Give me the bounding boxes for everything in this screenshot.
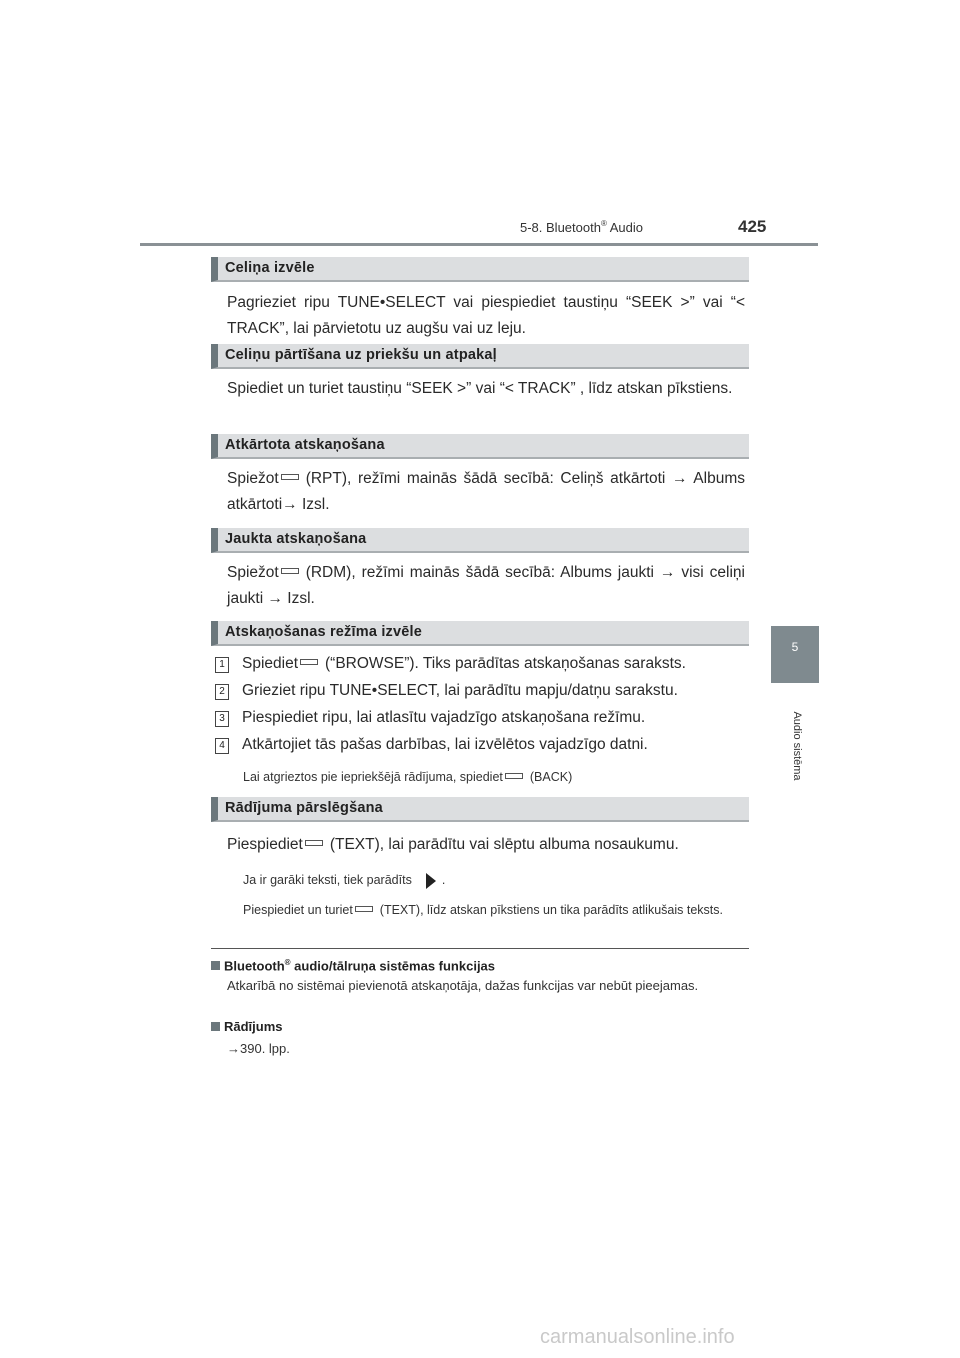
paragraph-track-select: Pagrieziet ripu TUNE•SELECT vai piespiediet taustiņu “SEEK >” vai “< TRACK”, lai pārvietotu uz augšu vai uz leju. <box>227 294 745 337</box>
square-bullet-icon <box>211 961 220 970</box>
step-text: Grieziet ripu TUNE•SELECT, lai parādītu mapju/datņu sarakstu. <box>242 682 678 699</box>
step-number: 3 <box>215 711 229 727</box>
page-number: 425 <box>738 217 767 236</box>
chapter-tab <box>771 626 819 683</box>
step-text: Spiediet (“BROWSE”). Tiks parādītas atskaņošanas saraksts. <box>242 655 686 672</box>
button-icon <box>355 906 373 912</box>
footnote-text-bluetooth: Atkarībā no sistēmai pievienotā atskaņotāja, dažas funkcijas var nebūt pieejamas. <box>227 978 699 993</box>
step-text: Atkārtojiet tās pašas darbības, lai izvēlētos vajadzīgo datni. <box>242 736 648 753</box>
button-icon <box>505 773 523 779</box>
footnote-heading-bluetooth: Bluetooth® audio/tālruņa sistēmas funkcijas <box>211 958 495 973</box>
step-number: 4 <box>215 738 229 754</box>
paragraph-fast-forward: Spiediet un turiet taustiņu “SEEK >” vai “< TRACK” , līdz atskan pīkstiens. <box>227 380 733 397</box>
step-number: 1 <box>215 657 229 673</box>
arrow-right-icon <box>426 873 436 889</box>
section-heading-repeat: Atkārtota atskaņošana <box>211 434 749 459</box>
footnote-rule <box>211 948 749 949</box>
section-heading-display-switch: Rādījuma pārslēgšana <box>211 797 749 822</box>
section-heading-mode-select: Atskaņošanas režīma izvēle <box>211 621 749 646</box>
button-icon <box>281 474 299 480</box>
note-long-text: Ja ir garāki teksti, tiek parādīts . <box>243 873 446 887</box>
section-heading-track-select: Celiņa izvēle <box>211 257 749 282</box>
header-rule <box>140 243 818 246</box>
note-hold-text: Piespiediet un turiet (TEXT), līdz atskan pīkstiens un tika parādīts atlikušais teksts. <box>243 903 723 917</box>
paragraph-display-switch: Piespiediet (TEXT), lai parādītu vai slēptu albuma nosaukumu. <box>227 836 679 853</box>
button-icon <box>300 659 318 665</box>
button-icon <box>305 840 323 846</box>
paragraph-repeat: Spiežot (RPT), režīmi mainās šādā secībā: Celiņš atkārtoti → Albums atkārtoti→ Izsl. <box>227 470 745 513</box>
section-breadcrumb: 5-8. Bluetooth® Audio <box>520 219 644 235</box>
step-text: Piespiediet ripu, lai atlasītu vajadzīgo atskaņošana režīmu. <box>242 709 646 726</box>
paragraph-random: Spiežot (RDM), režīmi mainās šādā secībā: Albums jaukti → visi celiņi jaukti → Izsl. <box>227 564 745 607</box>
section-heading-fast-forward: Celiņu pārtīšana uz priekšu un atpakaļ <box>211 344 749 369</box>
square-bullet-icon <box>211 1022 220 1031</box>
section-heading-random: Jaukta atskaņošana <box>211 528 749 553</box>
chapter-title: Audio sistēma <box>791 711 803 781</box>
step-number: 2 <box>215 684 229 700</box>
note-back: Lai atgrieztos pie iepriekšējā rādījuma, spiediet (BACK) <box>243 770 573 784</box>
chapter-number: 5 <box>791 640 799 654</box>
watermark: carmanualsonline.info <box>540 1326 735 1348</box>
footnote-heading-display: Rādījums <box>211 1019 283 1034</box>
footnote-text-display: →390. lpp. <box>227 1041 290 1056</box>
button-icon <box>281 568 299 574</box>
